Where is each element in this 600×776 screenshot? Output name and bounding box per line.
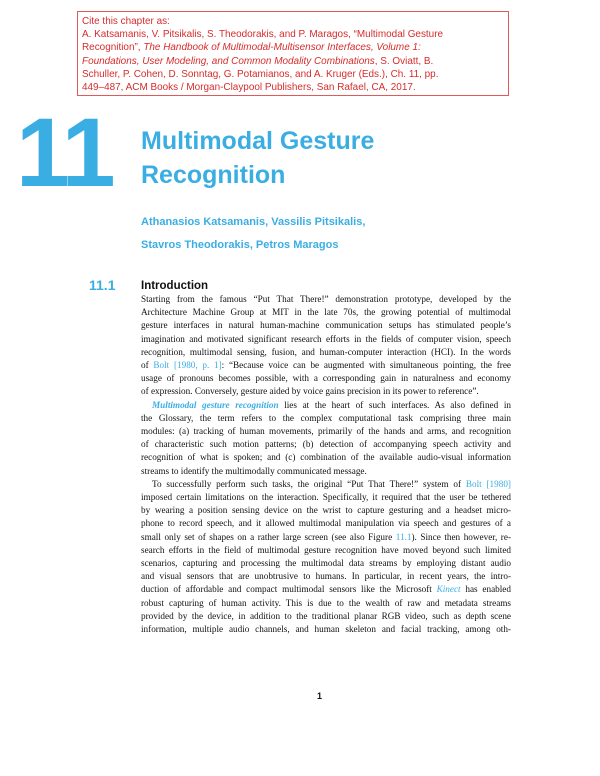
text-line: To successfully perform such tasks, the original “Put That There!” system of Bolt [1980] [152, 478, 511, 489]
text-line: by wearing a position sensing device on the wrist to capture gesturing and a headset micro- [141, 505, 511, 516]
text-line: of Bolt [1980, p. 1]: “Because voice can be augmented with simultaneous pointing, the free [141, 360, 512, 371]
text-line: recognition, multimodal sensing, fusion, and human-computer interaction (HCI). In the words [141, 346, 511, 357]
kinect-link[interactable]: Kinect [436, 584, 461, 595]
text-line: Starting from the famous “Put That There!” demonstration prototype, developed by the [141, 294, 511, 304]
text-line: small only set of shapes on a rather large screen (see also Figure 11.1). Since then however, re- [141, 531, 512, 542]
text-line: search efforts in the field of multimodal gesture recognition have moved beyond such limited [141, 544, 511, 555]
citation-line: 449–487, ACM Books / Morgan-Claypool Publishers, San Rafael, CA, 2017. [82, 82, 416, 94]
citation-line: Foundations, User Modeling, and Common Modality Combinations, S. Oviatt, B. [82, 55, 434, 67]
text-line: provided by the device, in addition to the traditional planar RGB video, such as depth scene [141, 610, 511, 621]
text-line: duction of affordable and compact multimodal sensors like the Microsoft Kinect has enabled [141, 584, 511, 595]
text-line: Multimodal gesture recognition lies at the heart of such interfaces. As also defined in [152, 399, 511, 410]
glossary-term-link[interactable]: Multimodal gesture recognition [152, 399, 279, 410]
citation-line: A. Katsamanis, V. Pitsikalis, S. Theodorakis, and P. Maragos, “Multimodal Gesture [82, 29, 444, 41]
text-line: usage of pronouns becomes possible, with a corresponding gain in naturalness and economy [141, 373, 511, 384]
text-line: of characteristic such motion patterns; (b) detection of accompanying speech activity and [141, 439, 511, 450]
text-line: and visual sensors that are unobtrusive to humans. In particular, in recent years, the intro- [141, 571, 511, 582]
citation-link[interactable]: Bolt [1980, p. 1] [153, 360, 222, 371]
chapter-authors: Athanasios Katsamanis, Vassilis Pitsikalis, Stavros Theodorakis, Petros Maragos [141, 216, 366, 251]
chapter-title: Multimodal Gesture Recognition [141, 127, 375, 189]
citation-link[interactable]: Bolt [1980] [465, 478, 511, 489]
text-line: information, multiple audio channels, and human skeleton and facial tracking, among oth- [141, 624, 511, 635]
figure-link[interactable]: 11.1 [395, 531, 412, 542]
text-line: phone to record speech, and it allowed multimodal manipulation via speech and gestures of a [141, 518, 511, 529]
text-line: streams to identify the multimodally communicated message. [141, 465, 367, 476]
section-title: Introduction [141, 280, 209, 292]
text-line: imposed certain limitations on the interaction. Specifically, it required that the user be tethered [141, 492, 511, 503]
citation-line: Recognition”, The Handbook of Multimodal-Multisensor Interfaces, Volume 1: [82, 42, 421, 54]
text-line: gesture interfaces in natural human-machine communication setups has stimulated people’s [141, 320, 511, 331]
chapter-number: 11 [16, 98, 113, 207]
page-number: 1 [317, 691, 323, 701]
body-text [141, 293, 511, 636]
text-line: modules: (a) tracking of human movements, primarily of the hands and arms, and recognition [141, 426, 511, 437]
text-line: robust capturing of human activity. This is due to the wealth of raw and metadata streams [141, 597, 511, 608]
text-line: imagination and motivated significant research efforts in the fields of computer vision, speech [141, 333, 511, 344]
text-line: recognition of what is spoken; and (c) combination of the available audio-visual information [141, 452, 511, 463]
section-number: 11.1 [89, 277, 116, 293]
citation-line: Cite this chapter as: [82, 16, 170, 27]
text-line: scenarios, capturing and processing the multimodal data streams by employing distant audio [141, 558, 511, 569]
text-line: Architecture Machine Group at MIT in the late 70s, the growing potential of multimodal [141, 307, 511, 318]
text-line: the Glossary, the term refers to the complex computational task comprising three main [141, 412, 511, 423]
citation-box [77, 11, 509, 96]
citation-line: Schuller, P. Cohen, D. Sonntag, G. Potamianos, and A. Kruger (Eds.), Ch. 11, pp. [82, 68, 439, 80]
text-line: of expression. Conversely, gesture aided by voice gains precision in its power to reference”. [141, 386, 479, 397]
